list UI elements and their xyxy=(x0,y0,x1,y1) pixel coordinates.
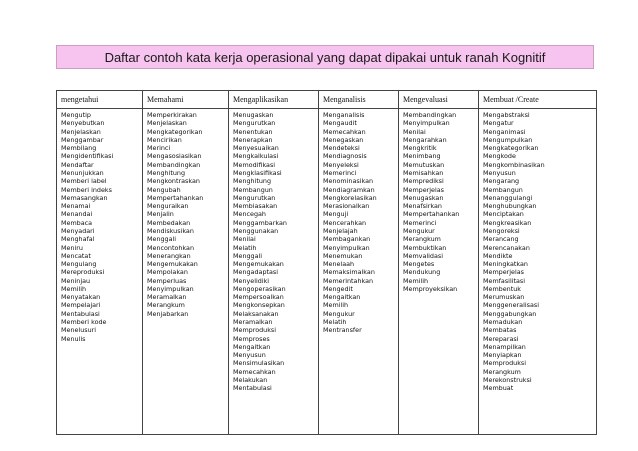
verb-item: Mengoperasikan xyxy=(233,284,286,293)
verb-item: Menguji xyxy=(323,210,349,219)
verb-item: Membuktikan xyxy=(403,243,447,252)
verb-item: Membaca xyxy=(61,218,93,227)
verb-item: Mencerahkan xyxy=(323,218,367,227)
verb-item: Mendiagramkan xyxy=(323,185,375,194)
verb-item: Memproduksi xyxy=(233,326,277,335)
verb-item: Membentuk xyxy=(483,284,521,293)
verb-item: Mempelajari xyxy=(61,301,101,310)
verb-item: Menyusun xyxy=(233,351,266,360)
verb-item: Mendiagnosis xyxy=(323,152,367,161)
column-header: Mengaplikasikan xyxy=(229,91,319,109)
verb-item: Memecahkan xyxy=(323,127,366,136)
verb-item: Memberi label xyxy=(61,177,107,186)
verb-item: Menyimpulkan xyxy=(403,119,450,128)
verb-item: Mengatur xyxy=(483,119,514,128)
verb-item: Mempertahankan xyxy=(147,193,204,202)
verb-item: Mengadaptasi xyxy=(233,268,279,277)
verb-item: Mengutip xyxy=(61,111,91,119)
verb-item: Membandingkan xyxy=(403,111,457,119)
verb-item: Mentabulasi xyxy=(61,309,100,318)
verb-item: Mengabstraksi xyxy=(483,111,530,119)
verb-item: Menegaskan xyxy=(323,135,364,144)
verb-item: Memproduksi xyxy=(483,359,527,368)
verb-item: Mengurutkan xyxy=(233,193,276,202)
verb-item: Menjalin xyxy=(147,210,174,219)
verb-item: Mengedit xyxy=(323,284,353,293)
verb-item: Mendiskusikan xyxy=(147,226,194,235)
verb-item: Mensimulasikan xyxy=(233,359,285,368)
verb-item: Memodifikasi xyxy=(233,160,276,169)
verb-item: Melakukan xyxy=(233,376,268,384)
verb-item: Memutuskan xyxy=(403,160,445,169)
verb-item: Mengulang xyxy=(61,260,97,269)
verb-item: Mengaitkan xyxy=(323,293,361,302)
verb-item: Mengarahkan xyxy=(403,135,447,144)
verb-column-cell xyxy=(229,109,319,435)
verb-item: Memasangkan xyxy=(61,193,108,202)
verb-item: Mengetes xyxy=(403,260,435,269)
verb-item: Menulis xyxy=(61,334,86,343)
verb-item: Mempersoalkan xyxy=(233,293,284,302)
verb-item: Memberi indeks xyxy=(61,185,112,194)
verb-item: Menelusuri xyxy=(61,326,97,335)
verb-item: Membangun xyxy=(483,185,523,194)
verb-item: Membandingkan xyxy=(147,160,201,169)
verb-item: Menominasikan xyxy=(323,177,374,186)
verb-item: Menganimasi xyxy=(483,127,526,136)
verb-item: Menggambar xyxy=(61,135,104,144)
verb-item: Mencontohkan xyxy=(147,243,194,252)
verb-item: Menjabarkan xyxy=(147,309,189,318)
verb-item: Mengubah xyxy=(147,185,181,194)
verb-item: Mencirikan xyxy=(147,135,182,144)
verb-item: Memerintahkan xyxy=(323,276,374,285)
table-row xyxy=(57,109,597,435)
verb-item: Mengarang xyxy=(483,177,520,186)
verb-item: Memvalidasi xyxy=(403,251,443,260)
verb-item: Mengklasifikasi xyxy=(233,168,282,177)
verb-column-cell xyxy=(319,109,399,435)
verb-item: Menilai xyxy=(403,127,426,136)
verb-item: Mengukur xyxy=(403,226,435,235)
verb-item: Memilih xyxy=(61,284,87,293)
verb-item: Mereproduksi xyxy=(61,268,105,277)
verb-item: Merangkum xyxy=(147,301,185,310)
verb-column-cell xyxy=(57,109,143,435)
verb-item: Meniru xyxy=(61,243,83,252)
verb-item: Meningkatkan xyxy=(483,260,528,269)
verb-item: Memproses xyxy=(233,334,270,343)
verb-item: Mengukur xyxy=(323,309,355,318)
verb-item: Mengkonsepkan xyxy=(233,301,285,310)
verb-item: Menyimpulkan xyxy=(147,284,194,293)
verb-item: Mendikte xyxy=(483,251,513,260)
verb-item: Menggali xyxy=(147,235,177,244)
verb-item: Mendaftar xyxy=(61,160,94,169)
verb-item: Menjelaskan xyxy=(147,119,187,128)
verb-item: Merangkum xyxy=(483,367,521,376)
column-header: mengetahui xyxy=(57,91,143,109)
verb-item: Membagankan xyxy=(323,235,371,244)
verb-item: Mengaudit xyxy=(323,119,357,128)
verb-item: Menciptakan xyxy=(483,210,524,219)
verb-item: Mengkritik xyxy=(403,144,437,153)
table-header-row xyxy=(57,91,597,109)
verb-item: Menghubungkan xyxy=(483,202,537,211)
verb-column-cell xyxy=(143,109,229,435)
verb-item: Menerapkan xyxy=(233,135,273,144)
verb-item: Menunjukkan xyxy=(61,168,104,177)
verb-item: Memerinci xyxy=(403,218,437,227)
verb-item: Mengkorelasikan xyxy=(323,193,377,202)
verb-item: Menimbang xyxy=(403,152,441,161)
verb-item: Menelaah xyxy=(323,260,355,269)
verb-item: Mengemukakan xyxy=(147,260,198,269)
verb-item: Mentransfer xyxy=(323,326,362,335)
verb-item: Menilai xyxy=(233,235,256,244)
page-title: Daftar contoh kata kerja operasional yang dapat dipakai untuk ranah Kognitif xyxy=(104,49,546,65)
verb-item: Melatih xyxy=(233,243,257,252)
verb-item: Memperkirakan xyxy=(147,111,197,119)
verb-item: Menghitung xyxy=(233,177,272,186)
verb-item: Mengemukakan xyxy=(233,260,284,269)
verb-item: Mempolakan xyxy=(147,268,188,277)
column-header: Memahami xyxy=(143,91,229,109)
verb-item: Menentukan xyxy=(233,127,273,136)
verb-item: Menghafal xyxy=(61,235,95,244)
verb-item: Memadukan xyxy=(483,318,523,327)
verb-item: Merangkum xyxy=(403,235,441,244)
column-header: Membuat /Create xyxy=(479,91,597,109)
verb-item: Memproyeksikan xyxy=(403,284,458,293)
verb-item: Mengurutkan xyxy=(233,119,276,128)
verb-item: Menyusun xyxy=(483,168,516,177)
verb-item: Memperjelas xyxy=(483,268,525,277)
verb-item: Memberi kode xyxy=(61,318,107,327)
verb-item: Mendukung xyxy=(403,268,441,277)
verb-item: Mengasosiasikan xyxy=(147,152,202,161)
verb-item: Menggali xyxy=(233,251,263,260)
verb-item: Memerinci xyxy=(323,168,357,177)
verb-item: Merasionalkan xyxy=(323,202,370,211)
verb-item: Menyiapkan xyxy=(483,351,522,360)
verb-item: Mencatat xyxy=(61,251,91,260)
verb-item: Memilih xyxy=(323,301,349,310)
verb-item: Menampilkan xyxy=(483,342,526,351)
verb-item: Menggeneralisasi xyxy=(483,301,539,310)
verb-item: Menyatakan xyxy=(61,293,101,302)
verb-item: Memilih xyxy=(403,276,429,285)
column-header: Mengevaluasi xyxy=(399,91,479,109)
verb-item: Menamai xyxy=(61,202,91,211)
verb-item: Mengumpulkan xyxy=(483,135,533,144)
verb-item: Melaksanakan xyxy=(233,309,279,318)
verb-item: Menyimpulkan xyxy=(323,243,370,252)
verb-item: Membiasakan xyxy=(233,202,278,211)
verb-item: Mempertahankan xyxy=(403,210,460,219)
verb-item: Menyadari xyxy=(61,226,95,235)
verb-item: Menggabungkan xyxy=(483,309,537,318)
verb-item: Membuat xyxy=(483,384,514,393)
verb-item: Membedakan xyxy=(147,218,191,227)
verb-item: Mengidentifikasi xyxy=(61,152,114,161)
verb-item: Mengkategorikan xyxy=(483,144,539,153)
verb-item: Memecahkan xyxy=(233,367,276,376)
column-header: Menganalisis xyxy=(319,91,399,109)
verb-item: Merinci xyxy=(147,144,171,153)
verb-item: Memperluas xyxy=(147,276,187,285)
verb-item: Menjelajah xyxy=(323,226,358,235)
verb-item: Menyeleksi xyxy=(323,160,359,169)
verb-item: Merumuskan xyxy=(483,293,525,302)
verb-item: Mengkode xyxy=(483,152,516,161)
verb-item: Membangun xyxy=(233,185,273,194)
verb-item: Meninjau xyxy=(61,276,91,285)
verb-column-cell xyxy=(399,109,479,435)
verb-item: Mereparasi xyxy=(483,334,519,343)
verb-item: Menyebutkan xyxy=(61,119,105,128)
verb-item: Menandai xyxy=(61,210,93,219)
verb-item: Mengkategorikan xyxy=(147,127,203,136)
verb-item: Melatih xyxy=(323,318,347,327)
verb-item: Memaksimalkan xyxy=(323,268,375,277)
verb-item: Memisahkan xyxy=(403,168,444,177)
verb-item: Membatas xyxy=(483,326,517,335)
verb-item: Menugaskan xyxy=(403,193,444,202)
verb-item: Menguraikan xyxy=(147,202,189,211)
verb-item: Menghitung xyxy=(147,168,186,177)
verb-item: Menerangkan xyxy=(147,251,191,260)
verb-item: Menyesuaikan xyxy=(233,144,279,153)
title-banner xyxy=(56,45,594,69)
verb-column-cell xyxy=(479,109,597,435)
verb-item: Mengoreksi xyxy=(483,226,520,235)
verb-item: Merancang xyxy=(483,235,519,244)
verb-item: Menggambarkan xyxy=(233,218,287,227)
verb-item: Menggunakan xyxy=(233,226,279,235)
verb-item: Mencegah xyxy=(233,210,266,219)
verb-item: Merencanakan xyxy=(483,243,530,252)
verb-item: Meramalkan xyxy=(233,318,273,327)
verb-item: Mentabulasi xyxy=(233,384,272,393)
verb-item: Memperjelas xyxy=(403,185,445,194)
verb-item: Merekonstruksi xyxy=(483,376,532,384)
verb-item: Memfasilitasi xyxy=(483,276,526,285)
verb-item: Menafsirkan xyxy=(403,202,442,211)
verb-item: Menjelaskan xyxy=(61,127,101,136)
verb-item: Meramalkan xyxy=(147,293,187,302)
verb-item: Memprediksi xyxy=(403,177,444,186)
verb-item: Menyelidiki xyxy=(233,276,270,285)
verb-item: Mengkontraskan xyxy=(147,177,200,186)
verb-table xyxy=(56,90,597,435)
verb-item: Menemukan xyxy=(323,251,363,260)
verb-item: Membilang xyxy=(61,144,97,153)
verb-item: Menanggulangi xyxy=(483,193,533,202)
verb-item: Menganalisis xyxy=(323,111,365,119)
verb-item: Mengaitkan xyxy=(233,342,271,351)
verb-item: Mendeteksi xyxy=(323,144,360,153)
verb-item: Mengkalkulasi xyxy=(233,152,279,161)
verb-item: Mengkreasikan xyxy=(483,218,532,227)
verb-item: Menugaskan xyxy=(233,111,274,119)
verb-item: Mengkombinasikan xyxy=(483,160,545,169)
